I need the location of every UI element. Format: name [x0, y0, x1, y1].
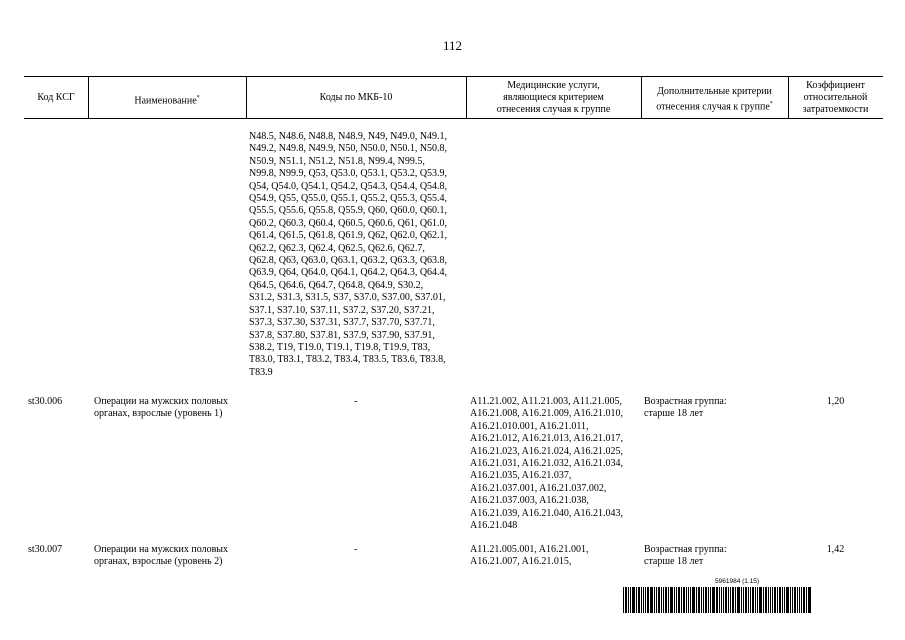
barcode-bar	[698, 587, 700, 613]
barcode-bar	[708, 587, 709, 613]
barcode-bar	[794, 587, 796, 613]
barcode-bar	[658, 587, 660, 613]
barcode-bar	[628, 587, 629, 613]
header-name-text: Наименование	[134, 95, 197, 107]
row-name-line: органах, взрослые (уровень 1)	[94, 408, 223, 420]
service-code-line: A11.21.005.001, A16.21.001,	[470, 544, 589, 555]
barcode-bar	[774, 587, 776, 613]
barcode-bar	[732, 587, 734, 613]
barcode-bar	[676, 587, 677, 613]
row-services	[470, 544, 589, 569]
barcode-bar	[808, 587, 811, 613]
mkb-code-line: N49.2, N49.8, N49.9, N50, N50.0, N50.1, N50.8,	[249, 143, 448, 155]
barcode-bar	[728, 587, 729, 613]
barcode-bar	[705, 587, 707, 613]
header-coef-line: относительной	[803, 92, 868, 103]
header-services-line: отнесения случая к группе	[496, 104, 611, 115]
barcode-bar	[678, 587, 680, 613]
continuation-mkb-codes	[249, 131, 467, 379]
barcode-bar	[730, 587, 731, 613]
service-code-line: A11.21.002, A11.21.003, A11.21.005,	[470, 396, 622, 407]
service-code-line: A16.21.039, A16.21.040, A16.21.043,	[470, 507, 624, 519]
barcode-bar	[656, 587, 657, 613]
footnote-mark: *	[196, 95, 200, 101]
barcode-bar	[792, 587, 793, 613]
mkb-code-line: T83.9	[249, 366, 273, 378]
row-mkb: -	[354, 396, 358, 407]
barcode-bar	[757, 587, 758, 613]
barcode-bar	[786, 587, 789, 613]
barcode-bar	[661, 587, 662, 613]
barcode-bar	[768, 587, 769, 613]
mkb-code-line: S38.2, T19, T19.0, T19.1, T19.8, T19.9, T83,	[249, 341, 431, 353]
mkb-code-line: Q55.5, Q55.6, Q55.8, Q55.9, Q60, Q60.0, Q60.1,	[249, 205, 448, 217]
page-number: 112	[442, 38, 463, 53]
service-code-line: A16.21.023, A16.21.024, A16.21.025,	[470, 445, 624, 457]
barcode-bar	[638, 587, 640, 613]
barcode-bar	[712, 587, 715, 613]
barcode-bar	[772, 587, 773, 613]
barcode-bar	[784, 587, 785, 613]
mkb-code-line: Q54.9, Q55, Q55.0, Q55.1, Q55.2, Q55.3, Q55.4,	[249, 193, 448, 205]
header-criteria-line: Дополнительные критерии	[657, 86, 772, 97]
barcode-bar	[636, 587, 637, 613]
mkb-code-line: Q54, Q54.0, Q54.1, Q54.2, Q54.3, Q54.4, Q54.8,	[249, 180, 448, 192]
header-coef-line: Коэффициент	[806, 80, 865, 91]
barcode-bar	[765, 587, 767, 613]
barcode-image	[623, 587, 859, 613]
row-name-line: органах, взрослые (уровень 2)	[94, 556, 223, 568]
header-criteria-text: отнесения случая к группе	[656, 101, 770, 113]
barcode-bar	[743, 587, 744, 613]
barcode-bar	[737, 587, 740, 613]
barcode-bar	[650, 587, 653, 613]
barcode-bar	[647, 587, 649, 613]
barcode-bar	[692, 587, 695, 613]
barcode-bar	[806, 587, 807, 613]
barcode-bar	[782, 587, 783, 613]
barcode-bar	[725, 587, 727, 613]
header-coef	[788, 80, 883, 116]
row-code: st30.007	[28, 544, 63, 555]
barcode-bar	[654, 587, 655, 613]
criteria-line: Возрастная группа:	[644, 544, 727, 555]
barcode-bar	[668, 587, 669, 613]
mkb-code-line: Q64.5, Q64.6, Q64.7, Q64.8, Q64.9, S30.2,	[249, 279, 424, 291]
service-code-line: A16.21.037.003, A16.21.038,	[470, 495, 589, 507]
barcode-bar	[752, 587, 754, 613]
barcode-bar	[625, 587, 627, 613]
barcode-bar	[632, 587, 635, 613]
mkb-code-line: S31.2, S31.3, S31.5, S37, S37.0, S37.00, S37.01,	[249, 292, 446, 304]
barcode-bar	[643, 587, 644, 613]
barcode-bar	[688, 587, 689, 613]
mkb-code-line: S37.3, S37.30, S37.31, S37.7, S37.70, S37.71,	[249, 317, 435, 329]
barcode-bar	[683, 587, 685, 613]
barcode-bar	[623, 587, 624, 613]
service-code-line: A16.21.008, A16.21.009, A16.21.010,	[470, 408, 624, 420]
barcode-bar	[779, 587, 781, 613]
barcode-bar	[755, 587, 756, 613]
mkb-code-line: Q62.8, Q63, Q63.0, Q63.1, Q63.2, Q63.3, Q63.8,	[249, 255, 448, 267]
mkb-code-line: S37.1, S37.10, S37.11, S37.2, S37.20, S37.21,	[249, 304, 435, 316]
barcode-bar	[803, 587, 805, 613]
service-code-line: A16.21.012, A16.21.013, A16.21.017,	[470, 433, 624, 445]
row-services	[470, 396, 623, 532]
barcode-bar	[696, 587, 697, 613]
row-name	[94, 544, 228, 569]
criteria-line: старше 18 лет	[644, 408, 704, 420]
header-name	[88, 92, 246, 107]
barcode-bar	[790, 587, 791, 613]
barcode-bar	[686, 587, 687, 613]
header-code: Код КСГ	[37, 92, 75, 103]
barcode-bar	[681, 587, 682, 613]
service-code-line: A16.21.010.001, A16.21.011,	[470, 420, 589, 432]
mkb-code-line: Q60.2, Q60.3, Q60.4, Q60.5, Q60.6, Q61, Q61.0,	[249, 217, 448, 229]
criteria-line: старше 18 лет	[644, 556, 704, 568]
service-code-line: A16.21.037.001, A16.21.037.002,	[470, 482, 607, 494]
service-code-line: A16.21.007, A16.21.015,	[470, 556, 572, 568]
header-services	[466, 80, 641, 116]
barcode-bar	[663, 587, 664, 613]
row-code: st30.006	[28, 396, 63, 407]
barcode-bar	[721, 587, 722, 613]
mkb-code-line: Q63.9, Q64, Q64.0, Q64.1, Q64.2, Q64.3, Q64.4,	[249, 267, 448, 279]
row-name-line: Операции на мужских половых	[94, 396, 229, 407]
row-coef: 1,20	[826, 396, 845, 407]
header-services-line: являющиеся критерием	[503, 92, 604, 103]
row-criteria	[644, 396, 727, 421]
footnote-mark: *	[769, 101, 773, 107]
barcode-bar	[716, 587, 718, 613]
barcode-bar	[723, 587, 724, 613]
mkb-code-line: Q62.2, Q62.3, Q62.4, Q62.5, Q62.6, Q62.7,	[249, 242, 425, 254]
row-mkb: -	[354, 544, 358, 555]
barcode-bar	[703, 587, 704, 613]
service-code-line: A16.21.048	[470, 520, 518, 532]
mkb-code-line: T83.0, T83.1, T83.2, T83.4, T83.5, T83.6, T83.8,	[249, 354, 446, 366]
barcode-bar	[745, 587, 747, 613]
mkb-code-line: N99.8, N99.9, Q53, Q53.0, Q53.1, Q53.2, Q53.9,	[249, 168, 448, 180]
row-coef: 1,42	[826, 544, 845, 555]
mkb-code-line: N48.5, N48.6, N48.8, N48.9, N49, N49.0, N49.1,	[249, 131, 448, 142]
barcode-bar	[710, 587, 711, 613]
barcode-bar	[763, 587, 764, 613]
row-name-line: Операции на мужских половых	[94, 544, 229, 555]
criteria-line: Возрастная группа:	[644, 396, 727, 407]
barcode-bar	[748, 587, 749, 613]
barcode-bar	[741, 587, 742, 613]
header-criteria	[641, 86, 788, 113]
mkb-code-line: Q61.4, Q61.5, Q61.8, Q61.9, Q62, Q62.0, Q62.1,	[249, 230, 448, 242]
barcode-bar	[759, 587, 762, 613]
header-coef-line: затратоемкости	[802, 104, 869, 115]
barcode-bar	[801, 587, 802, 613]
barcode-bar	[645, 587, 646, 613]
header-services-line: Медицинские услуги,	[507, 80, 600, 91]
barcode-bar	[690, 587, 691, 613]
barcode-bar	[719, 587, 720, 613]
row-name	[94, 396, 228, 421]
barcode-bar	[777, 587, 778, 613]
barcode-bar	[674, 587, 675, 613]
barcode-bar	[665, 587, 667, 613]
header-criteria-line	[641, 98, 788, 113]
barcode-bar	[735, 587, 736, 613]
mkb-code-line: S37.8, S37.80, S37.81, S37.9, S37.90, S37.91,	[249, 329, 435, 341]
barcode-label: 5961984 (1.15)	[715, 578, 760, 585]
barcode-bar	[770, 587, 771, 613]
barcode-bar	[630, 587, 631, 613]
row-criteria	[644, 544, 727, 569]
service-code-line: A16.21.031, A16.21.032, A16.21.034,	[470, 458, 624, 470]
barcode-bar	[670, 587, 673, 613]
mkb-code-line: N50.9, N51.1, N51.2, N51.8, N99.4, N99.5,	[249, 155, 425, 167]
barcode-bar	[799, 587, 800, 613]
header-mkb: Коды по МКБ-10	[319, 92, 393, 103]
header-bottom-border	[24, 118, 883, 119]
service-code-line: A16.21.035, A16.21.037,	[470, 470, 572, 482]
barcode-bar	[701, 587, 702, 613]
barcode-bar	[641, 587, 642, 613]
header-top-border	[24, 76, 883, 77]
barcode-bar	[797, 587, 798, 613]
barcode-bar	[750, 587, 751, 613]
